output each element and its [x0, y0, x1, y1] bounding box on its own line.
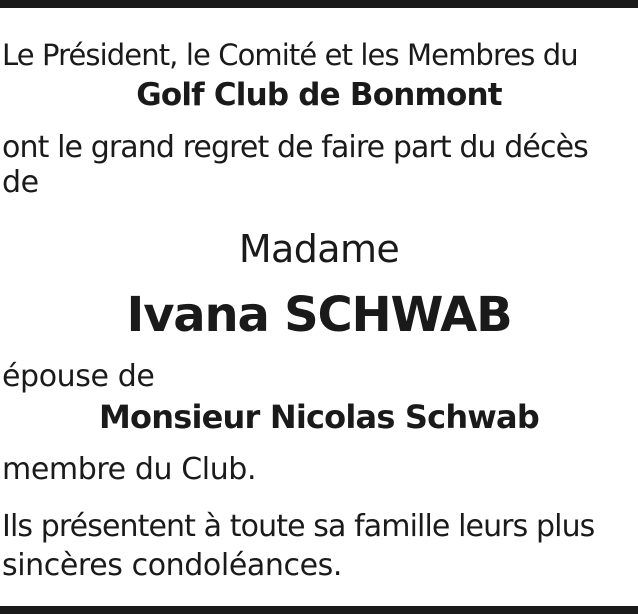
spouse-name: Monsieur Nicolas Schwab: [99, 398, 539, 436]
condolences-line-2: sincères condoléances.: [2, 548, 342, 583]
deceased-title: Madame: [238, 227, 400, 271]
deceased-name: Ivana SCHWAB: [126, 287, 512, 343]
intro-text: Le Président, le Comité et les Membres du: [2, 38, 578, 72]
spouse-prefix: épouse de: [2, 359, 155, 394]
club-name: Golf Club de Bonmont: [136, 77, 502, 113]
membership-text: membre du Club.: [2, 452, 257, 487]
regret-text-continuation: de: [2, 165, 39, 200]
condolences-line-1: Ils présentent à toute sa famille leurs plus: [2, 509, 595, 544]
bottom-border-rule: [0, 606, 638, 614]
regret-text: ont le grand regret de faire part du décès: [2, 130, 588, 165]
